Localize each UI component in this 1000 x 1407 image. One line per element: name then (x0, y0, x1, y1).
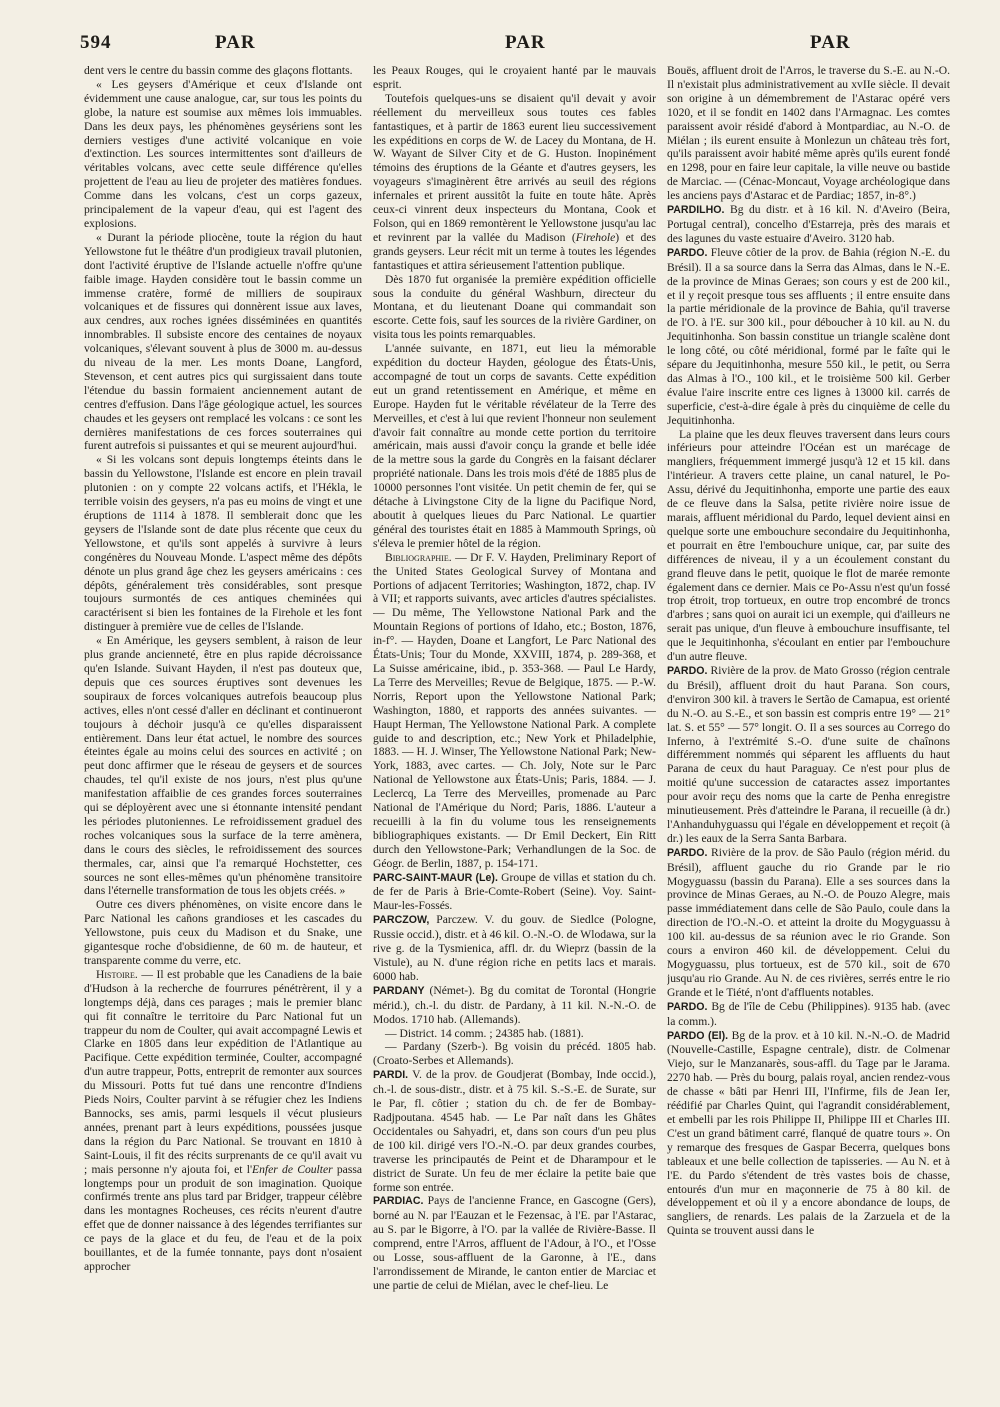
text-column-left (84, 64, 362, 1399)
paragraph: « En Amérique, les geysers semblent, à raison de leur plus grande ancienneté, être en plus rapide décroissance qu'en Islande. Suivant Hayden, il n'est pas douteux que, depuis que ces sources éruptives sont devenues les soupiraux de forces volcaniques autrefois beaucoup plus actives, elles n'ont cessé d'aller en déclinant et continueront toujours à déchoir jusqu'à ce qu'elles disparaissent entièrement. Dans leur état actuel, le nombre des sources éteintes égale au moins celui des sources en activité ; on peut donc affirmer que le réseau de geysers et de sources chaudes, tel qu'il existe de nos jours, n'est plus qu'une manifestation affaiblie de ces grandes forces souterraines qui se déployèrent avec une si étonnante intensité pendant les périodes plutoniennes. Le refroidissement graduel des roches volcaniques sous la surface de la terre amènera, dans le cours des siècles, le refroidissement des sources thermales, car, ainsi que l'a remarqué Hochstetter, ces sources ne sont elles-mêmes qu'un phénomène transitoire dans l'éternelle transformation de tous les objets créés. » (84, 634, 362, 898)
dictionary-entry: PARDO. Bg de l'île de Cebu (Philippines). 9135 hab. (avec la comm.). (667, 999, 950, 1028)
entry-headword: PARC-SAINT-MAUR (Le). (373, 871, 498, 884)
text-column-middle (373, 64, 656, 1399)
dictionary-entry: PARDO. Rivière de la prov. de São Paulo (région mérid. du Brésil), affluent gauche du rio Grande par le rio Mogyguassu (bassin du Parana). Elle a ses sources dans la province de Minas Geraes, au N.-O. de Pouzo Alegre, mais passe immédiatement dans celle de São Paulo, coule dans la direction de l'O.-N.-O. et atteint la droite du Mogyguassu à 100 kil. au-dessus de sa réunion avec le rio Grande. Son cours a environ 460 kil. de développement. Celui du Mogyguassu, plus tortueux, est de 570 kil., soit de 670 jusqu'au rio Grande. Au N. de ces rivières, serrés entre le rio Grande et le Tiété, n'ont d'affluents notables. (667, 845, 950, 999)
paragraph: Toutefois quelques-uns se disaient qu'il devait y avoir réellement du merveilleux sous toutes ces fables fantastiques, et à partir de 1863 eurent lieu successivement les expéditions en corps de W. de Lacey du Montana, de H. W. Wayant de Silver City et de G. Huston. Inopinément témoins des éruptions de la Géante et d'autres geysers, les voyageurs s'imaginèrent être arrivés au seuil des régions infernales et prirent aussitôt la fuite en toute hâte. Après ceux-ci vinrent deux inspecteurs du Montana, Cook et Folson, qui en 1869 remontèrent le Yellowstone jusqu'au lac et revinrent par la vallée du Madison (Firehole) et des grands geysers. Leur récit mit un terme à toutes les légendes fantastiques et attira sérieusement l'attention publique. (373, 91, 656, 272)
dictionary-subentry: — District. 14 comm. ; 24385 hab. (1881). (385, 1026, 584, 1040)
paragraph: les Peaux Rouges, qui le croyaient hanté par le mauvais esprit. (373, 64, 656, 91)
dictionary-entry: PARDIAC. Pays de l'ancienne France, en Gascogne (Gers), borné au N. par l'Eauzan et le Fezensac, à l'E. par l'Astarac, au S. par le Bigorre, à l'O. par la vallée de Rivière-Basse. Il comprend, entre l'Arros, affluent de l'Adour, à l'O., et l'Osse ou Losse, sous-affluent de la Garonne, à l'E., dans l'arrondissement de Mirande, le canton entier de Marciac et une partie de celui de Miélan, avec le chef-lieu. Le (373, 1194, 656, 1292)
paragraph: dent vers le centre du bassin comme des glaçons flottants. (84, 64, 353, 77)
entry-headword: PARDIAC. (373, 1195, 424, 1208)
section-label: Histoire. (96, 967, 138, 981)
history-paragraph: Histoire. — Il est probable que les Canadiens de la baie d'Hudson à la recherche de fourrures pénétrèrent, il y a longtemps déjà, dans ces parages ; mais le premier blanc qui fit connaître le territoire du Parc National fut un trappeur du nom de Coulter, qui avait accompagné Lewis et Clarke en 1805 dans leur expédition de l'Atlantique au Pacifique. Cette expédition terminée, Coulter, accompagné d'un autre trappeur, Potts, entreprit de remonter aux sources du Missouri. Potts fut tué dans une rencontre d'Indiens Pieds Noirs, Coulter parvint à se réfugier chez les Indiens Bannocks, ses amis, parmi lesquels il vécut plusieurs années, prenant part à leurs expéditions, poussées jusque dans la région du Parc National. Se trouvant en 1810 à Saint-Louis, il fit des récits surprenants de ce qu'il avait vu ; mais personne n'y ajouta foi, et l'Enfer de Coulter passa longtemps pour un produit de son imagination. Quoique confirmés trente ans plus tard par Bridger, trappeur célèbre dans les montagnes Rocheuses, ces récits n'eurent d'autre effet que de donner naissance à des légendes terrifiantes sur ce pays de la glace et du feu, de l'eau et de la poix bouillantes, et de la fumée tonnante, pays dont n'osaient approcher (84, 967, 362, 1273)
entry-headword: PARDI. (373, 1069, 409, 1082)
entry-headword: PARDILHO. (667, 204, 725, 217)
paragraph: « Durant la période pliocène, toute la région du haut Yellowstone fut le théâtre d'un prodigieux travail plutonien, dont l'activité éruptive de l'Islande actuelle n'offre qu'une faible image. Hayden considère tout le bassin comme un immense cratère, formé de milliers de soupiraux volcaniques et de fissures qui donnèrent issue aux laves, aux cendres, aux roches ignées disséminées en quantités innombrables. Il subsiste encore des centaines de noyaux volcaniques, s'élevant souvent à plus de 3000 m. au-dessus du niveau de la mer. Les monts Doane, Langford, Stevenson, et cent autres pics qui surgissaient dans toute l'étendue du bassin formaient anciennement autant de centres d'effusion. Dans l'âge géologique actuel, les sources chaudes et les geysers ont remplacé les volcans : ce sont les dernières manifestations de ces forces souterraines qui furent autrefois si puissantes et qui se meurent aujourd'hui. (84, 230, 362, 453)
entry-headword: PARCZOW, (373, 914, 430, 927)
paragraph: Bouës, affluent droit de l'Arros, le traverse du S.-E. au N.-O. Il n'existait plus administrativement au xvIIe siècle. Il devait son origine à un démembrement de l'Astarac opéré vers 1020, et il se fondit en 1402 dans l'Armagnac. Les comtes paraissent avoir résidé d'abord à Montpardiac, au N.-O. de Miélan ; ils eurent ensuite à Monlezun un château très fort, qu'ils paraissent avoir habité même après qu'ils eurent fondé en 1298, pour en faire leur capitale, la ville neuve ou bastide de Marciac. — (Cénac-Moncaut, Voyage archéologique dans les anciens pays d'Astarac et de Pardiac; 1857, in-8°.) (667, 64, 950, 203)
dictionary-entry: PARCZOW, Parczew. V. du gouv. de Siedlce (Pologne, Russie occid.), distr. et à 46 kil. O.-N.-O. de Wlodawa, sur la rive g. de la Tysmienica, affl. dr. du Wieprz (bassin de la Vistule), au N. d'une région riche en petits lacs et marais. 6000 hab. (373, 913, 656, 983)
paragraph: Dès 1870 fut organisée la première expédition officielle sous la conduite du général Washburn, directeur du Montana, et du lieutenant Doane qui commandait son escorte. Cette fois, sauf les sources de la rivière Gardiner, on visita tous les points remarquables. (373, 272, 656, 342)
dictionary-subentry: — Pardany (Szerb-). Bg voisin du précéd. 1805 hab. (Croato-Serbes et Allemands). (373, 1040, 656, 1068)
paragraph: « Si les volcans sont depuis longtemps éteints dans le bassin du Yellowstone, l'Islande est encore en plein travail plutonien : on y compte 22 volcans actifs, et l'Hékla, le terrible voisin des geysers, n'a pas eu moins de vingt et une éruptions de 1114 à 1878. Il semblerait donc que les geysers de l'Islande sont de date plus récente que ceux du Yellowstone, et qu'ils sont appelés à survivre à leurs congénères du Nouveau Monde. L'aspect même des dépôts dénote un plus grand âge chez les geysers américains : ces dépôts, généralement très considérables, sont presque toujours surmontés de ces antiques cheminées qui caractérisent si bien les fontaines de la Firehole et les font distinguer à première vue de celles de l'Islande. (84, 453, 362, 634)
paragraph: « Les geysers d'Amérique et ceux d'Islande ont évidemment une cause analogue, car, sur tous les points du globe, la nature est soumise aux mêmes lois immuables. Dans les deux pays, les phénomènes geysériens sont les derniers vestiges d'une activité volcanique en voie d'extinction. Les sources intermittentes sont d'ailleurs de véritables volcans, avec cette seule différence qu'elles projettent de l'eau au lieu de projeter des matières fondues. Comme dans les volcans, c'est un corps gazeux, principalement de la vapeur d'eau, qui est l'agent des explosions. (84, 77, 362, 230)
entry-headword: PARDO (El). (667, 1029, 729, 1042)
paragraph: Outre ces divers phénomènes, on visite encore dans le Parc National les cañons grandioses et les cascades du Yellowstone, puis ceux du Madison et du Snake, une gigantesque roche d'obsidienne, de 60 m. de hauteur, et transparente comme du verre, etc. (84, 898, 362, 967)
entry-headword: PARDO. (667, 246, 708, 259)
dictionary-entry: PARDO. Rivière de la prov. de Mato Grosso (région centrale du Brésil), affluent droit du haut Parana. Son cours, d'environ 300 kil. à travers le Sertão de Camapua, est orienté du N.-O. au S.-E., et son bassin est compris entre 19° — 21° lat. S. et 55° — 57° longit. O. Il a ses sources au Corrego do Inferno, à l'extrémité S.-O. d'une suite de chaînons différemment nommés qui séparent les affluents du haut Parana de ceux du haut Paraguay. Ce n'est pour plus de moitié qu'une succession de cataractes assez importantes pour avoir reçu des noms que la carte de Penha enregistre minutieusement. Près d'atteindre le Parana, il recueille (à dr.) l'Anhanduhyguassu qui l'égale en développement et reçoit (à dr.) les eaux de la Serra Santa Barbara. (667, 663, 950, 845)
running-head-center: PAR (505, 32, 546, 53)
entry-headword: PARDO. (667, 664, 708, 677)
dictionary-entry: PARC-SAINT-MAUR (Le). Groupe de villas et station du ch. de fer de Paris à Brie-Comte-Robert (Seine). Voy. Saint-Maur-les-Fossés. (373, 870, 656, 913)
bibliography: Bibliographie. — Dr F. V. Hayden, Preliminary Report of the United States Geological Survey of Montana and Portions of adjacent Territories; Washington, 1872, chap. IV à VII; et rapports suivants, avec articles d'autres spécialistes. — Du même, The Yellowstone National Park and the Mountain Regions of portions of Idaho, etc.; Boston, 1876, in-f°. — Hayden, Doane et Langfort, Le Parc National des États-Unis; Tour du Monde, XXVIII, 1874, p. 289-368, et La Suisse américaine, ibid., p. 353-368. — Paul Le Hardy, La Terre des Merveilles; Revue de Belgique, 1875. — P.-W. Norris, Report upon the Yellowstone National Park; Washington, 1880, et rapports des années suivantes. — Haupt Herman, The Yellowstone National Park. A complete guide to and description, etc.; New York et Philadelphie, 1883. — H. J. Winser, The Yellowstone National Park; New-York, 1883, avec cartes. — Ch. Joly, Note sur le Parc National de Yellowstone aux États-Unis; Paris, 1884. — J. Leclercq, La Terre des Merveilles, promenade au Parc National de l'Amérique du Nord; Paris, 1886. L'auteur a recueilli à la fin du volume tous les renseignements bibliographiques existants. — Dr Emil Deckert, Ein Ritt durch den Yellowstone-Park; Verhandlungen de la Soc. de Géogr. de Berlin, 1887, p. 154-171. (373, 550, 656, 870)
section-label: Bibliographie. (385, 550, 452, 564)
running-head-right: PAR (810, 32, 851, 53)
paragraph: La plaine que les deux fleuves traversent dans leurs cours inférieurs pour atteindre l'Océan est un marécage de mangliers, fréquemment immergé jusqu'à 12 et 15 kil. dans l'intérieur. A travers cette plaine, un canal naturel, le Po-Assu, dérivé du Jequitinhonha, emporte une partie des eaux de ce fleuve dans la Salsa, petite rivière noire issue de marais, affluent méridional du Pardo, lequel devient ainsi en quelque sorte une embouchure secondaire du Jequitinhonha, et pourrait en être l'embouchure unique, car, par suite des différences de niveau, il y a un écoulement constant du grand fleuve dans le petit, quoique le flot de marée remonte également dans ce dernier. Mais ce Po-Assu n'est qu'un fossé trop étroit, trop tortueux, en outre trop encombré de troncs d'arbres ; sans quoi on aurait ici un exemple, qui d'ailleurs ne serait pas unique, d'un fleuve à embouchure insuffisante, tel que le Jequitinhonha, s'écoulant en entier par l'embouchure d'un autre fleuve. (667, 427, 950, 664)
entry-headword: PARDO. (667, 1000, 708, 1013)
entry-headword: PARDANY (373, 984, 425, 997)
dictionary-entry: PARDO. Fleuve côtier de la prov. de Bahia (région N.-E. du Brésil). Il a sa source dans la Serra das Almas, dans le N.-E. de la province de Minas Geraes; son cours y est de 200 kil., et il y reçoit presque tous ses affluents ; il entre ensuite dans la partie méridionale de la province de Bahia, qu'il traverse de l'O. à l'E. sur 300 kil., pour déboucher à 10 kil. au N. du Jequitinhonha. Son bassin constitue un triangle scalène dont le long côté, ou côté méridional, formé par le faîte qui le sépare du Jequitinhonha, mesure 550 kil., le petit, ou Serra das Almas à l'O., 100 kil., et le troisième 500 kil. Gerber évalue l'aire inscrite entre ces lignes à 13000 kil. carrés de superficie, c'est-à-dire égale à près du cinquième de celle du Jequitinhonha. (667, 245, 950, 427)
entry-headword: PARDO. (667, 846, 708, 859)
page-header (0, 32, 1000, 66)
dictionary-entry: PARDANY (Német-). Bg du comitat de Torontal (Hongrie mérid.), ch.-l. du distr. de Pardany, à 11 kil. N.-N.-O. de Modos. 1710 hab. (Allemands). (373, 983, 656, 1026)
running-head-left: PAR (215, 32, 256, 53)
text-column-right (667, 64, 950, 1399)
dictionary-entry: PARDILHO. Bg du distr. et à 16 kil. N. d'Aveiro (Beira, Portugal central), concelho d'Estarreja, près des marais et des lagunes du vaste estuaire d'Aveiro. 3120 hab. (667, 203, 950, 245)
dictionary-entry: PARDO (El). Bg de la prov. et à 10 kil. N.-N.-O. de Madrid (Nouvelle-Castille, Espagne centrale), distr. de Colmenar Viejo, sur le Manzanarès, sous-affl. du Tage par le Jarama. 2270 hab. — Près du bourg, palais royal, ancien rendez-vous de chasse « bâti par Henri III, l'Infirme, fils de Jean Ier, réédifié par Charles Quint, qui l'agrandit considérablement, et embelli par les rois Philippe II, Philippe III et Charles III. C'est un grand bâtiment carré, flanqué de quatre tours ». On y remarque des fresques de Gaspar Becerra, quelques bons tableaux et une belle collection de tapisseries. — Au N. et à l'E. du Pardo s'étendent de très vastes bois de chasse, entourés d'un mur en maçonnerie de 75 à 80 kil. de développement et où il y a encore abondance de loups, de sangliers, de renards. Les palais de la Zarzuela et de la Quinta se trouvent aussi dans le (667, 1028, 950, 1238)
paragraph: L'année suivante, en 1871, eut lieu la mémorable expédition du docteur Hayden, géologue des États-Unis, accompagné de tout un corps de savants. Cette expédition eut un grand retentissement en Amérique, et même en Europe. Hayden fut le véritable révélateur de la Terre des Merveilles, et c'est à lui que revient l'honneur non seulement d'avoir fait connaître au monde cette portion du territoire américain, mais aussi d'avoir conçu la grande et belle idée de la mettre sous la garde du Congrès en la faisant déclarer propriété nationale. Dans les trois mois d'été de 1885 plus de 10000 personnes l'ont visitée. Un petit chemin de fer, qui se détache à Livingstone City de la ligne du Pacifique Nord, aboutit à quelques lieues du Parc National. Le quartier général des touristes était en 1885 à Mammouth Springs, où s'éleva le premier hôtel de la région. (373, 342, 656, 550)
dictionary-entry: PARDI. V. de la prov. de Goudjerat (Bombay, Inde occid.), ch.-l. de sous-distr., distr. et à 75 kil. S.-S.-E. de Surate, sur le Par, fl. côtier ; station du ch. de fer de Bombay-Radjpoutana. 4545 hab. — Le Par naît dans les Ghâtes Occidentales ou Sahyadri, et, dans son cours d'un peu plus de 100 kil. dirigé vers l'O.-N.-O. par deux grandes courbes, traverse les principautés de Peint et de Dharampour et le district de Surate. Un feu de mer éclaire la petite baie que forme son entrée. (373, 1068, 656, 1194)
page-number: 594 (80, 32, 112, 53)
